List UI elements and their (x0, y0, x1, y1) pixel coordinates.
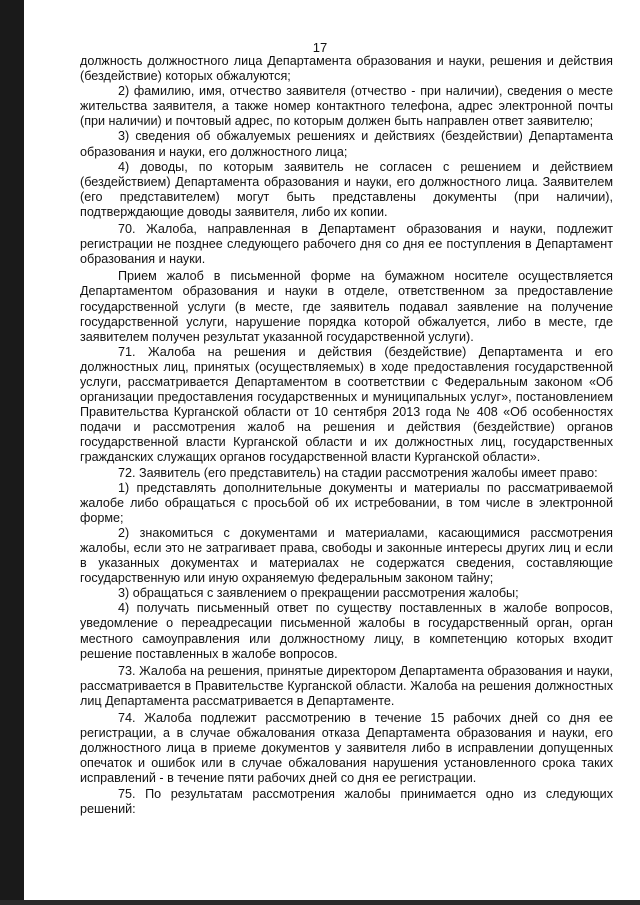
paragraph-item-3: 3) сведения об обжалуемых решениях и действиях (бездействии) Департамента образования и науки, его должностного лица; (80, 129, 613, 159)
paragraph-72-item-2: 2) знакомиться с документами и материалами, касающимися рассмотрения жалобы, если это не затрагивает права, свободы и законные интересы других лиц и если в указанных документах и материалах не содержатся сведения, составляющие государственную или иную охраняемую федеральным законом тайну; (80, 525, 613, 586)
paragraph-73: 73. Жалоба на решения, принятые директором Департамента образования и науки, рассматривается в Правительстве Курганской области. Жалоба на решения должностных лиц Департамента рассматривается в Департаменте. (80, 663, 613, 708)
paragraph-74: 74. Жалоба подлежит рассмотрению в течение 15 рабочих дней со дня ее регистрации, а в случае обжалования отказа Департамента образования и науки, его должностного лица в приеме документов у заявителя либо в исправлении допущенных опечаток и ошибок или в случае обжалования нарушения установленного срока таких исправлений - в течение пяти рабочих дней со дня ее регистрации. (80, 711, 613, 786)
paragraph-72-item-1: 1) представлять дополнительные документы и материалы по рассматриваемой жалобе либо обращаться с просьбой об их истребовании, в том числе в электронной форме; (80, 480, 613, 525)
paragraph-72-item-4: 4) получать письменный ответ по существу поставленных в жалобе вопросов, уведомление о переадресации письменной жалобы в государственный орган, орган местного самоуправления или должностному лицу, в компетенцию которых входит решение поставленных в жалобе вопросов. (80, 601, 613, 661)
paragraph-complaint-acceptance: Прием жалоб в письменной форме на бумажном носителе осуществляется Департаментом образования и науки в отделе, ответственном за предоставление государственной услуги (в месте, где заявитель подавал заявление на получение государственной услуги, нарушение порядка которой обжалуется, либо в месте, где заявителем получен результат указанной государственной услуги). (80, 269, 613, 344)
paragraph-75: 75. По результатам рассмотрения жалобы принимается одно из следующих решений: (80, 786, 613, 816)
paragraph-72: 72. Заявитель (его представитель) на стадии рассмотрения жалобы имеет право: (118, 465, 598, 480)
paragraph-continuation: должность должностного лица Департамента образования и науки, решения и действия (бездействие) которых обжалуются; (80, 54, 613, 84)
scan-border-left (0, 0, 24, 905)
paragraph-item-2: 2) фамилию, имя, отчество заявителя (отчество - при наличии), сведения о месте жительства заявителя, а также номер контактного телефона, адрес электронной почты (при наличии) и почтовый адрес, по которым должен быть направлен ответ заявителю; (80, 84, 613, 129)
paragraph-70: 70. Жалоба, направленная в Департамент образования и науки, подлежит регистрации не позднее следующего рабочего дня со дня ее поступления в Департамент образования и науки. (80, 222, 613, 267)
paragraph-72-item-3: 3) обращаться с заявлением о прекращении рассмотрения жалобы; (118, 586, 519, 601)
document-body (80, 54, 613, 817)
paragraph-71: 71. Жалоба на решения и действия (бездействие) Департамента и его должностных лиц, принятых (осуществляемых) в ходе предоставления государственной услуги, рассматривается Департаментом в соответствии с Федеральным законом «Об организации предоставления государственных и муниципальных услуг», постановлением Правительства Курганской области от 10 сентября 2013 года № 408 «Об особенностях подачи и рассмотрения жалоб на решения и действия (бездействие) органов государственной власти Курганской области и их должностных лиц, государственных гражданских служащих органов государственной власти Курганской области». (80, 344, 613, 465)
page-number: 17 (312, 40, 328, 55)
paragraph-item-4: 4) доводы, по которым заявитель не согласен с решением и действием (бездействием) Департамента образования и науки, его должностного лица. Заявителем (его представителем) могут быть представлены документы (при наличии), подтверждающие доводы заявителя, либо их копии. (80, 159, 613, 219)
scan-border-bottom (0, 900, 640, 905)
